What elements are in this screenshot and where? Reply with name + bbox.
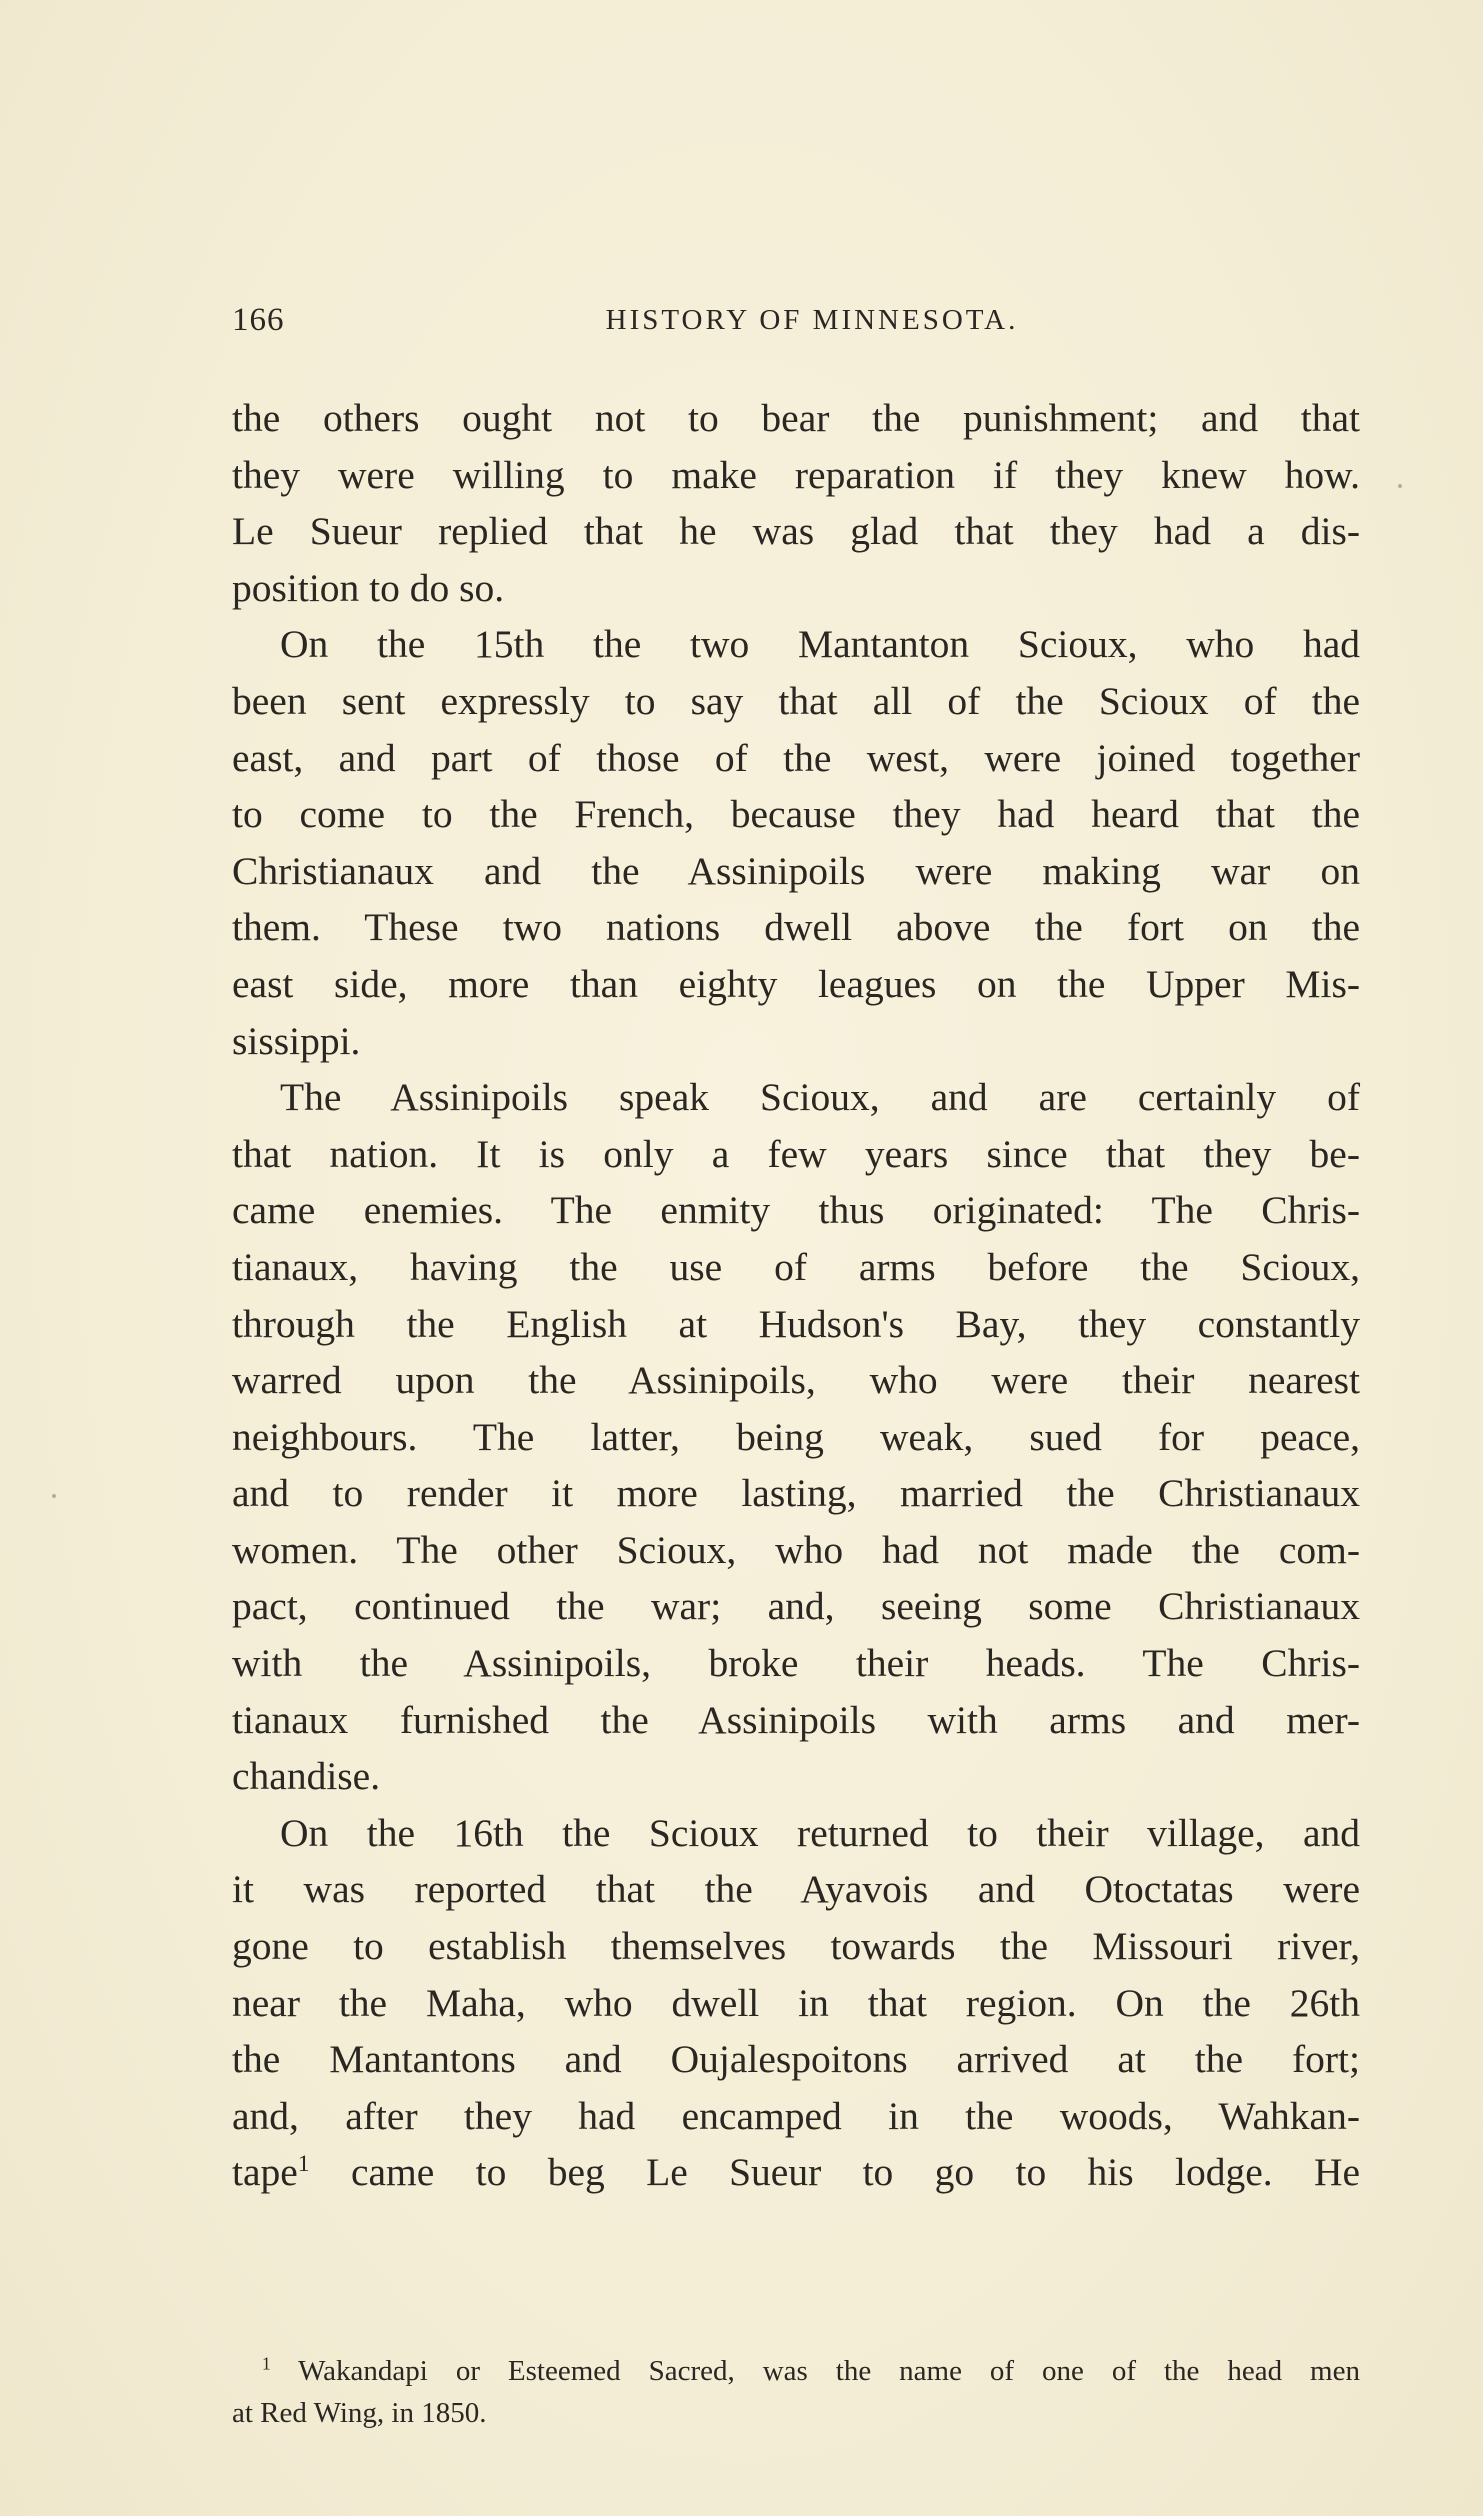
text-line: came enemies. The enmity thus originated: The Chris- [232, 1188, 1360, 1233]
text-line: warred upon the Assinipoils, who were their nearest [232, 1358, 1360, 1403]
footnote-marker: 1 [262, 2353, 271, 2374]
text-line: they were willing to make reparation if they knew how. [232, 452, 1360, 497]
text-line: Le Sueur replied that he was glad that they had a dis- [232, 509, 1360, 554]
paper-speck [1398, 484, 1402, 488]
footnotes [232, 2350, 1360, 2434]
text-line: through the English at Hudson's Bay, they constantly [232, 1301, 1360, 1346]
text-line: gone to establish themselves towards the Missouri river, [232, 1924, 1360, 1969]
text-line: pact, continued the war; and, seeing some Christianaux [232, 1584, 1360, 1629]
text-line: with the Assinipoils, broke their heads. The Chris- [232, 1641, 1360, 1686]
text-line: tianaux, having the use of arms before the Scioux, [232, 1244, 1360, 1289]
text-line: and, after they had encamped in the woods, Wahkan- [232, 2093, 1360, 2138]
text-line: neighbours. The latter, being weak, sued for peace, [232, 1414, 1360, 1459]
page-number: 166 [232, 302, 285, 338]
footnote-text: Wakandapi or Esteemed Sacred, was the name of one of the head men [270, 2355, 1360, 2387]
text-line: On the 16th the Scioux returned to their village, and [280, 1810, 1360, 1855]
text-line-with-footnote-ref [232, 2144, 1360, 2201]
text-line: tianaux furnished the Assinipoils with arms and mer- [232, 1697, 1360, 1742]
text-line: women. The other Scioux, who had not made the com- [232, 1527, 1360, 1572]
text-line: that nation. It is only a few years since that they be- [232, 1131, 1360, 1176]
footnote-line: at Red Wing, in 1850. [232, 2397, 487, 2429]
text-line: them. These two nations dwell above the fort on the [232, 905, 1360, 950]
text-line: sissippi. [232, 1018, 361, 1063]
text-line: Christianaux and the Assinipoils were making war on [232, 848, 1360, 893]
text-line: On the 15th the two Mantanton Scioux, who had [280, 622, 1360, 667]
text-line: the Mantantons and Oujalespoitons arrived at the fort; [232, 2037, 1360, 2082]
text-line: east, and part of those of the west, were joined together [232, 735, 1360, 780]
text-line: to come to the French, because they had heard that the [232, 792, 1360, 837]
paper-speck [52, 1494, 56, 1498]
body-text [232, 390, 1360, 2201]
text-line: position to do so. [232, 565, 505, 610]
text-fragment: tape [232, 2150, 298, 2195]
running-title: HISTORY OF MINNESOTA. [605, 304, 1019, 336]
text-line: chandise. [232, 1754, 381, 1799]
footnote-reference: 1 [297, 2151, 310, 2178]
text-line: the others ought not to bear the punishment; and that [232, 396, 1360, 440]
text-line: it was reported that the Ayavois and Otoctatas were [232, 1867, 1360, 1912]
running-head [232, 302, 1362, 352]
text-fragment: came to beg Le Sueur to go to his lodge. He [309, 2150, 1360, 2195]
text-line: and to render it more lasting, married the Christianaux [232, 1471, 1360, 1516]
text-line: been sent expressly to say that all of the Scioux of the [232, 678, 1360, 723]
footnote-line [232, 2350, 1360, 2392]
text-line: The Assinipoils speak Scioux, and are certainly of [280, 1075, 1360, 1120]
text-line: east side, more than eighty leagues on the Upper Mis- [232, 961, 1360, 1006]
text-line: near the Maha, who dwell in that region. On the 26th [232, 1980, 1360, 2025]
